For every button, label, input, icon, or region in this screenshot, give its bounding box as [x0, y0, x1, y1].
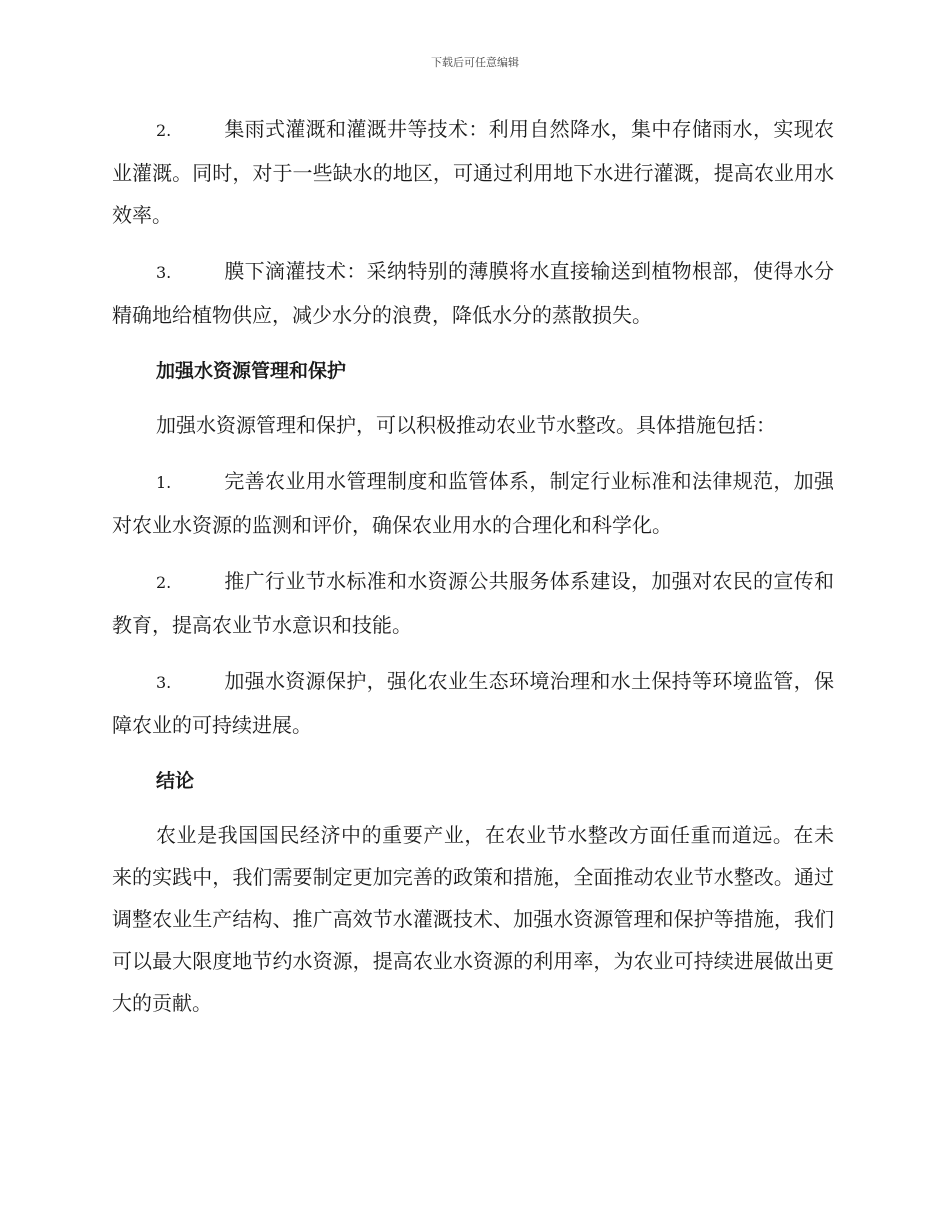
- list-number: 3.: [156, 673, 172, 692]
- list-item: [112, 660, 834, 746]
- list-item: [112, 250, 834, 336]
- list-text: 推广行业节水标准和水资源公共服务体系建设，加强对农民的宣传和教育，提高农业节水意识和技能。: [112, 569, 834, 637]
- conclusion-paragraph: 农业是我国国民经济中的重要产业，在农业节水整改方面任重而道远。在未来的实践中，我们需要制定更加完善的政策和措施，全面推动农业节水整改。通过调整农业生产结构、推广高效节水灌溉技术、加强水资源管理和保护等措施，我们可以最大限度地节约水资源，提高农业水资源的利用率，为农业可持续进展做出更大的贡献。: [112, 823, 834, 1015]
- list-text: 集雨式灌溉和灌溉井等技术：利用自然降水，集中存储雨水，实现农业灌溉。同时，对于一些缺水的地区，可通过利用地下水进行灌溉，提高农业用水效率。: [112, 117, 834, 227]
- page-header-note: 下载后可任意编辑: [431, 56, 519, 69]
- section-heading: 结论: [156, 770, 195, 792]
- list-item: [112, 108, 834, 236]
- list-item: [112, 560, 834, 646]
- document-body: [112, 108, 834, 1038]
- list-number: 3.: [156, 263, 172, 282]
- list-number: 2.: [156, 573, 172, 592]
- list-text: 完善农业用水管理制度和监管体系，制定行业标准和法律规范，加强对农业水资源的监测和评价，确保农业用水的合理化和科学化。: [112, 469, 834, 537]
- list-item: [112, 460, 834, 546]
- list-number: 2.: [156, 121, 172, 140]
- list-number: 1.: [156, 473, 172, 492]
- list-text: 加强水资源保护，强化农业生态环境治理和水土保持等环境监管，保障农业的可持续进展。: [112, 669, 834, 737]
- list-text: 膜下滴灌技术：采纳特别的薄膜将水直接输送到植物根部，使得水分精确地给植物供应，减少水分的浪费，降低水分的蒸散损失。: [112, 259, 834, 327]
- section-intro: 加强水资源管理和保护，可以积极推动农业节水整改。具体措施包括：: [156, 413, 776, 437]
- section-heading: 加强水资源管理和保护: [156, 360, 347, 382]
